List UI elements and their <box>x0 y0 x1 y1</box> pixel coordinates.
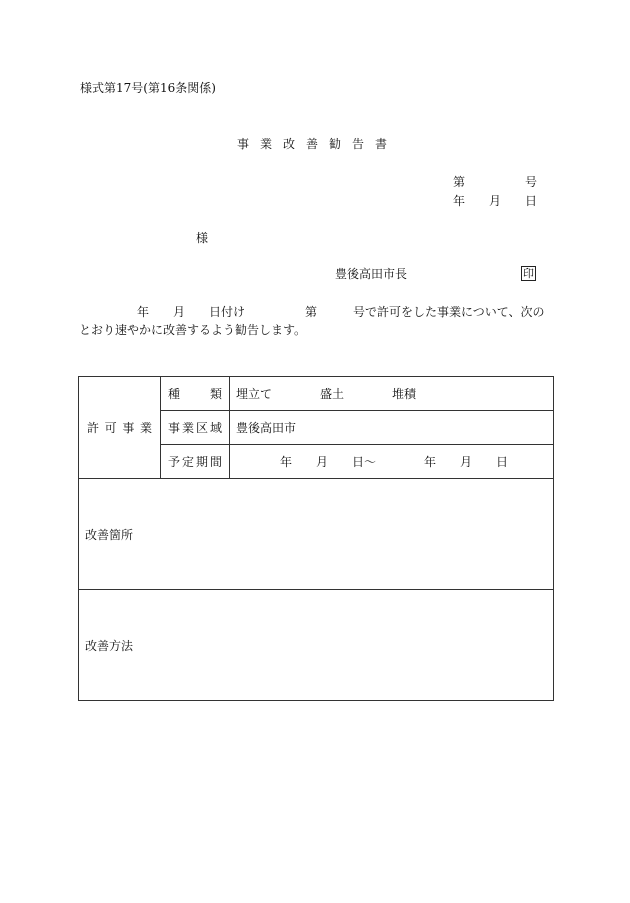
row-label-cell <box>161 377 230 411</box>
improvement-location-cell <box>79 479 554 590</box>
type-label: 種 類 <box>168 387 222 401</box>
improvement-location-label: 改善箇所 <box>85 527 134 542</box>
area-label: 事 業 区 域 <box>168 421 222 435</box>
improvement-method-label: 改善方法 <box>85 638 134 653</box>
table-row <box>79 590 554 701</box>
document-number: 第 号 <box>453 175 538 189</box>
period-label: 予 定 期 間 <box>168 455 222 469</box>
period-value <box>230 445 554 479</box>
permit-section-cell <box>79 377 161 479</box>
body-text-line-1: 年 月 日付け 第 号で許可をした事業について、次の <box>137 305 545 319</box>
period-value-text: 年 月 日～ 年 月 日 <box>280 455 509 469</box>
type-value-text: 埋立て 盛土 堆積 <box>236 387 417 401</box>
permit-table <box>78 376 554 701</box>
body-text-line-2: とおり速やかに改善するよう勧告します。 <box>79 323 307 337</box>
seal-mark: 印 <box>523 267 534 280</box>
area-value-text: 豊後高田市 <box>236 421 297 435</box>
row-label-cell <box>161 445 230 479</box>
improvement-method-cell <box>79 590 554 701</box>
document-title: 事業改善勧告書 <box>237 137 399 151</box>
table-row <box>79 377 554 411</box>
type-value <box>230 377 554 411</box>
area-value <box>230 411 554 445</box>
table-row <box>79 479 554 590</box>
row-label-cell <box>161 411 230 445</box>
document-date: 年 月 日 <box>453 194 538 208</box>
issuer-name: 豊後高田市長 <box>335 267 408 281</box>
form-number: 様式第17号(第16条関係) <box>80 81 216 95</box>
permit-section-label: 許 可 事 業 <box>87 421 152 435</box>
addressee-suffix: 様 <box>196 231 209 245</box>
